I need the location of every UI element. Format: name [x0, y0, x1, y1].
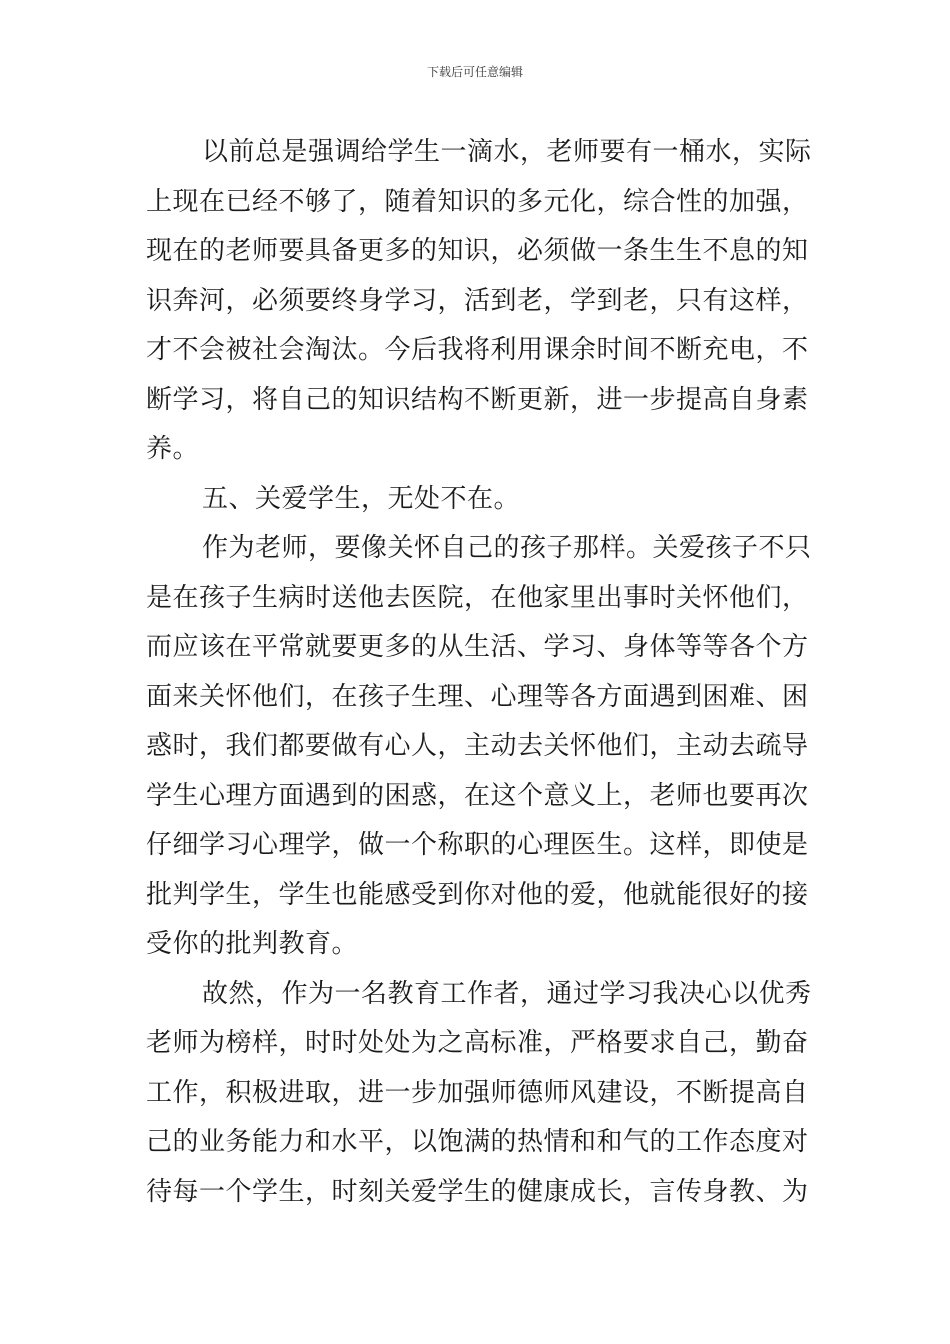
- text-line: 识奔河，必须要终身学习，活到老，学到老，只有这样，: [146, 285, 809, 316]
- paragraph-4: [146, 970, 812, 1218]
- body-text: [146, 128, 812, 1217]
- paragraph-1: [146, 128, 812, 475]
- text-line: 老师为榜样，时时处处为之高标准，严格要求自己，勤奋: [146, 1028, 809, 1058]
- text-line: 养。: [146, 434, 200, 464]
- text-line: 是在孩子生病时送他去医院，在他家里出事时关怀他们，: [146, 582, 809, 613]
- text-line: 受你的批判教育。: [146, 929, 359, 959]
- text-line: 工作，积极进取，进一步加强师德师风建设，不断提高自: [146, 1077, 809, 1108]
- paragraph-3: [146, 524, 812, 970]
- text-line: 惑时，我们都要做有心人，主动去关怀他们，主动去疏导: [146, 731, 809, 761]
- text-line: 作为老师，要像关怀自己的孩子那样。关爱孩子不只: [202, 533, 812, 563]
- text-line: 断学习，将自己的知识结构不断更新，进一步提高自身素: [146, 384, 809, 415]
- text-line: 才不会被社会淘汰。今后我将利用课余时间不断充电，不: [146, 335, 809, 365]
- text-line: 故然，作为一名教育工作者，通过学习我决心以优秀: [202, 978, 812, 1009]
- text-line: 批判学生，学生也能感受到你对他的爱，他就能很好的接: [146, 879, 809, 910]
- page-header: 下载后可任意编辑: [426, 65, 523, 79]
- section-heading: [146, 475, 806, 525]
- text-line: 待每一个学生，时刻关爱学生的健康成长，言传身教、为: [146, 1176, 809, 1207]
- text-line: 上现在已经不够了，随着知识的多元化，综合性的加强，: [146, 186, 809, 217]
- text-line: 而应该在平常就要更多的从生活、学习、身体等等各个方: [146, 632, 809, 662]
- text-line: 面来关怀他们，在孩子生理、心理等各方面遇到困难、困: [146, 681, 809, 712]
- text-line: 己的业务能力和水平，以饱满的热情和和气的工作态度对: [146, 1127, 809, 1157]
- text-line: 以前总是强调给学生一滴水，老师要有一桶水，实际: [202, 137, 812, 167]
- text-line: 现在的老师要具备更多的知识，必须做一条生生不息的知: [146, 236, 809, 266]
- text-line: 仔细学习心理学，做一个称职的心理医生。这样，即使是: [146, 830, 809, 860]
- text-line: 五、关爱学生，无处不在。: [202, 483, 521, 514]
- text-line: 学生心理方面遇到的困惑，在这个意义上，老师也要再次: [146, 780, 809, 811]
